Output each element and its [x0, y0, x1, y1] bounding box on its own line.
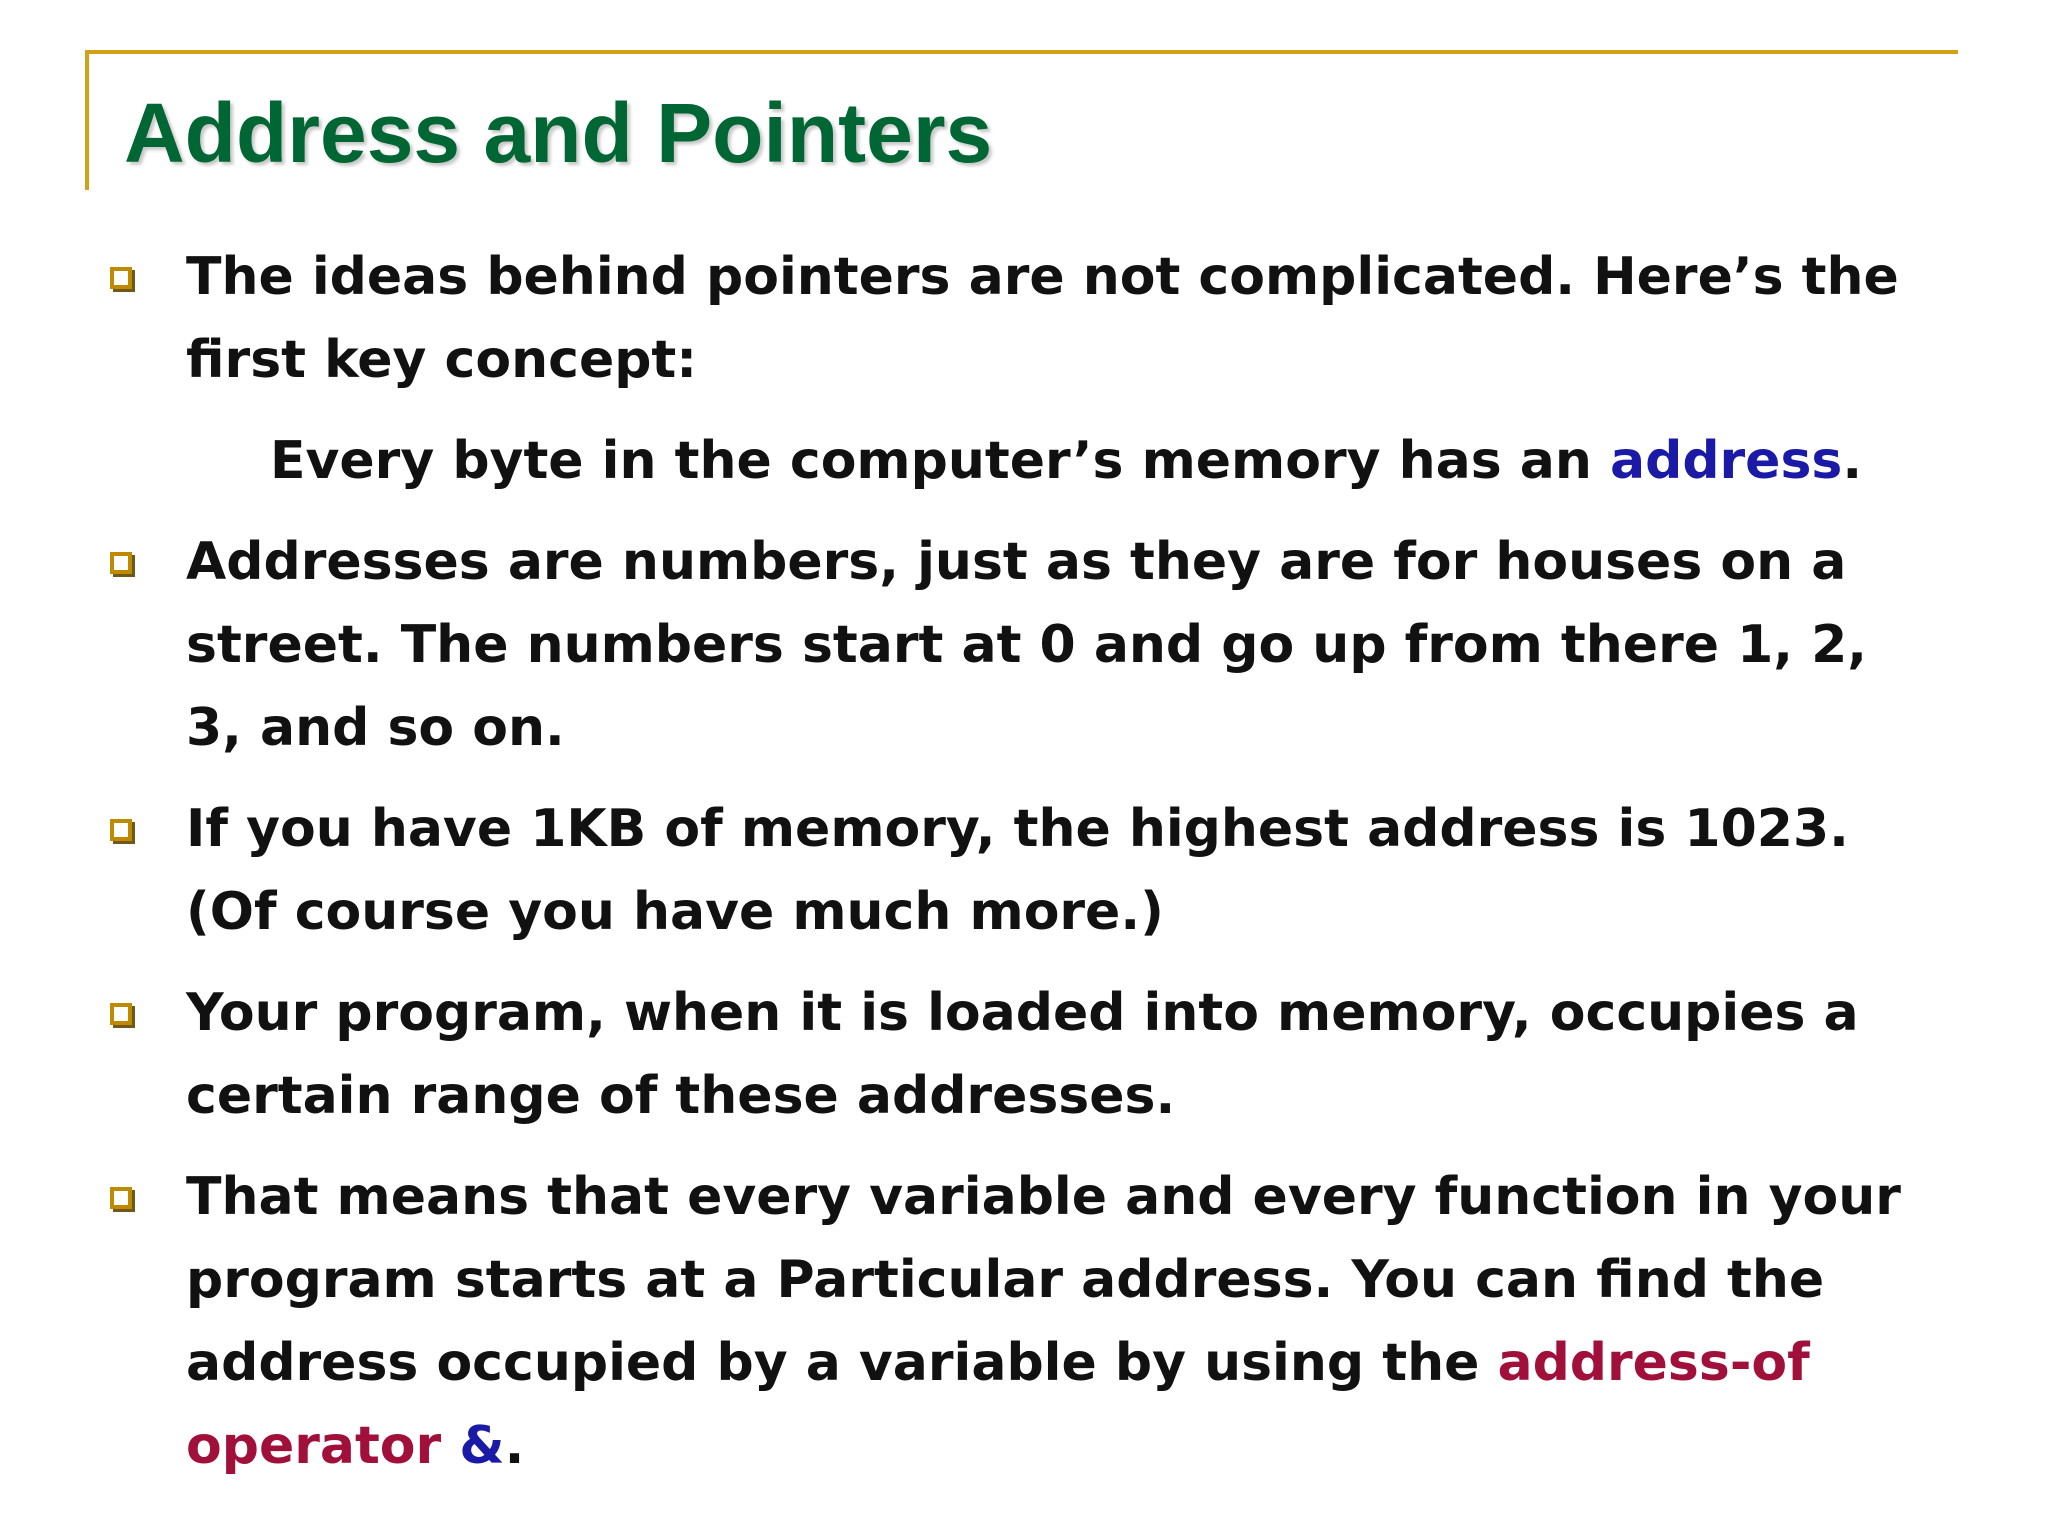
bullet-item [110, 236, 1930, 503]
bullet-list [110, 236, 1930, 1506]
left-rule-divider [85, 50, 89, 190]
bullet-text: Addresses are numbers, just as they are for houses on a street. The numbers start at 0 and go up from there 1, 2, 3, and so on. [186, 532, 1868, 758]
key-concept-period: . [1842, 431, 1863, 491]
key-concept-line [186, 420, 1930, 503]
address-of-operator-keyword: address-of operator [186, 1333, 1810, 1476]
square-bullet-icon [110, 1003, 132, 1025]
address-keyword: address [1610, 431, 1843, 491]
top-rule-divider [85, 50, 1958, 54]
slide-title: Address and Pointers [124, 86, 993, 180]
bullet-item [110, 1156, 1930, 1488]
bullet-item [110, 788, 1930, 954]
bullet-text: That means that every variable and every function in your program starts at a Particular address. You can find the address occupied by a variable by using the [186, 1167, 1901, 1393]
bullet-text: Your program, when it is loaded into memory, occupies a certain range of these addresses. [186, 983, 1859, 1126]
square-bullet-icon [110, 552, 132, 574]
bullet-period: . [504, 1416, 525, 1476]
bullet-item [110, 972, 1930, 1138]
bullet-text: If you have 1KB of memory, the highest address is 1023. (Of course you have much more.) [186, 799, 1849, 942]
bullet-text: The ideas behind pointers are not complicated. Here’s the first key concept: [186, 247, 1899, 390]
key-concept-text: Every byte in the computer’s memory has an [270, 431, 1610, 491]
square-bullet-icon [110, 1187, 132, 1209]
square-bullet-icon [110, 267, 132, 289]
operator-space [441, 1416, 459, 1476]
bullet-item [110, 521, 1930, 770]
square-bullet-icon [110, 819, 132, 841]
ampersand-symbol: & [459, 1416, 505, 1476]
